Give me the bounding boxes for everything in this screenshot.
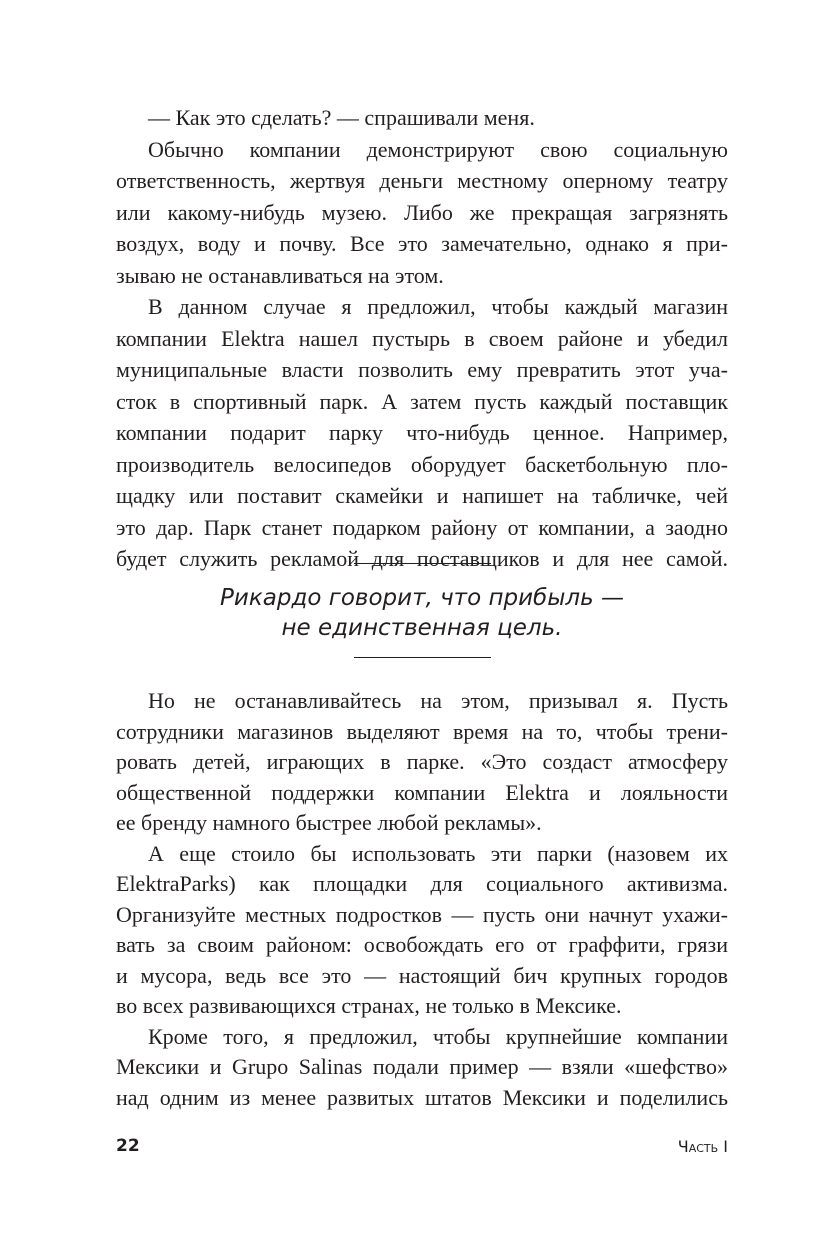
text-line: ElektraParks) как площадки для социального активизма. xyxy=(116,871,728,896)
text-line: Но не останавливайтесь на этом, призывал я. Пусть xyxy=(148,688,728,713)
running-head: Часть I xyxy=(677,1137,728,1156)
text-line: над одним из менее развитых штатов Мексики и поделились xyxy=(116,1084,728,1110)
text-line: и мусора, ведь все это — настоящий бич крупных городов xyxy=(116,962,728,988)
text-line: компании Elektra нашел пустырь в своем районе и убедил xyxy=(116,325,728,351)
paragraph xyxy=(116,291,728,575)
text-line: производитель велосипедов оборудует баскетбольную пло- xyxy=(116,451,728,477)
divider-rule-top xyxy=(354,563,491,564)
paragraph xyxy=(116,1022,728,1114)
pull-quote-line: не единственная цель. xyxy=(281,615,563,641)
text-line: Организуйте местных подростков — пусть они начнут ухажи- xyxy=(116,901,728,927)
text-line: воздух, воду и почву. Все это замечательно, однако я при- xyxy=(116,231,728,256)
text-line: сотрудники магазинов выделяют время на то, чтобы трени- xyxy=(116,718,728,744)
text-line: — Как это сделать? — спрашивали меня. xyxy=(148,105,535,130)
text-line: будет служить рекламой для поставщиков и для нее самой. xyxy=(116,546,728,571)
paragraph xyxy=(116,134,728,292)
pull-quote-line: Рикардо говорит, что прибыль — xyxy=(220,585,624,611)
divider-rule-bottom xyxy=(354,657,491,658)
text-line: ровать детей, играющих в парке. «Это создаст атмосферу xyxy=(116,749,728,774)
text-line: ответственность, жертвуя деньги местному оперному театру xyxy=(116,168,728,193)
text-line: общественной поддержки компании Elektra и лояльности xyxy=(116,779,728,805)
text-line: Мексики и Grupo Salinas подали пример — взяли «шефство» xyxy=(116,1054,728,1079)
page-number: 22 xyxy=(116,1136,140,1156)
text-line: во всех развивающихся странах, не только в Мексике. xyxy=(116,993,622,1018)
text-line: муниципальные власти позволить ему превратить этот уча- xyxy=(116,357,728,382)
text-line: ее бренду намного быстрее любой рекламы». xyxy=(116,810,542,835)
text-line: В данном случае я предложил, чтобы каждый магазин xyxy=(148,294,728,319)
paragraph xyxy=(116,686,728,839)
text-line: зываю не останавливаться на этом. xyxy=(116,262,444,288)
body-text-section-2 xyxy=(116,686,728,1113)
text-line: это дар. Парк станет подарком району от компании, а заодно xyxy=(116,514,728,540)
text-line: Обычно компании демонстрируют свою социальную xyxy=(148,136,728,162)
text-line: или какому-нибудь музею. Либо же прекращая загрязнять xyxy=(116,199,728,225)
text-line: щадку или поставит скамейки и напишет на табличке, чей xyxy=(116,483,728,508)
text-line: А еще стоило бы использовать эти парки (назовем их xyxy=(148,840,728,866)
body-text-section-1 xyxy=(116,102,728,575)
pull-quote xyxy=(116,583,728,643)
paragraph xyxy=(116,839,728,1022)
text-line: вать за своим районом: освобождать его от граффити, грязи xyxy=(116,932,728,957)
paragraph xyxy=(116,102,728,134)
text-line: компании подарит парку что-нибудь ценное. Например, xyxy=(116,420,728,445)
text-line: Кроме того, я предложил, чтобы крупнейшие компании xyxy=(148,1023,728,1049)
text-line: сток в спортивный парк. А затем пусть каждый поставщик xyxy=(116,388,728,414)
